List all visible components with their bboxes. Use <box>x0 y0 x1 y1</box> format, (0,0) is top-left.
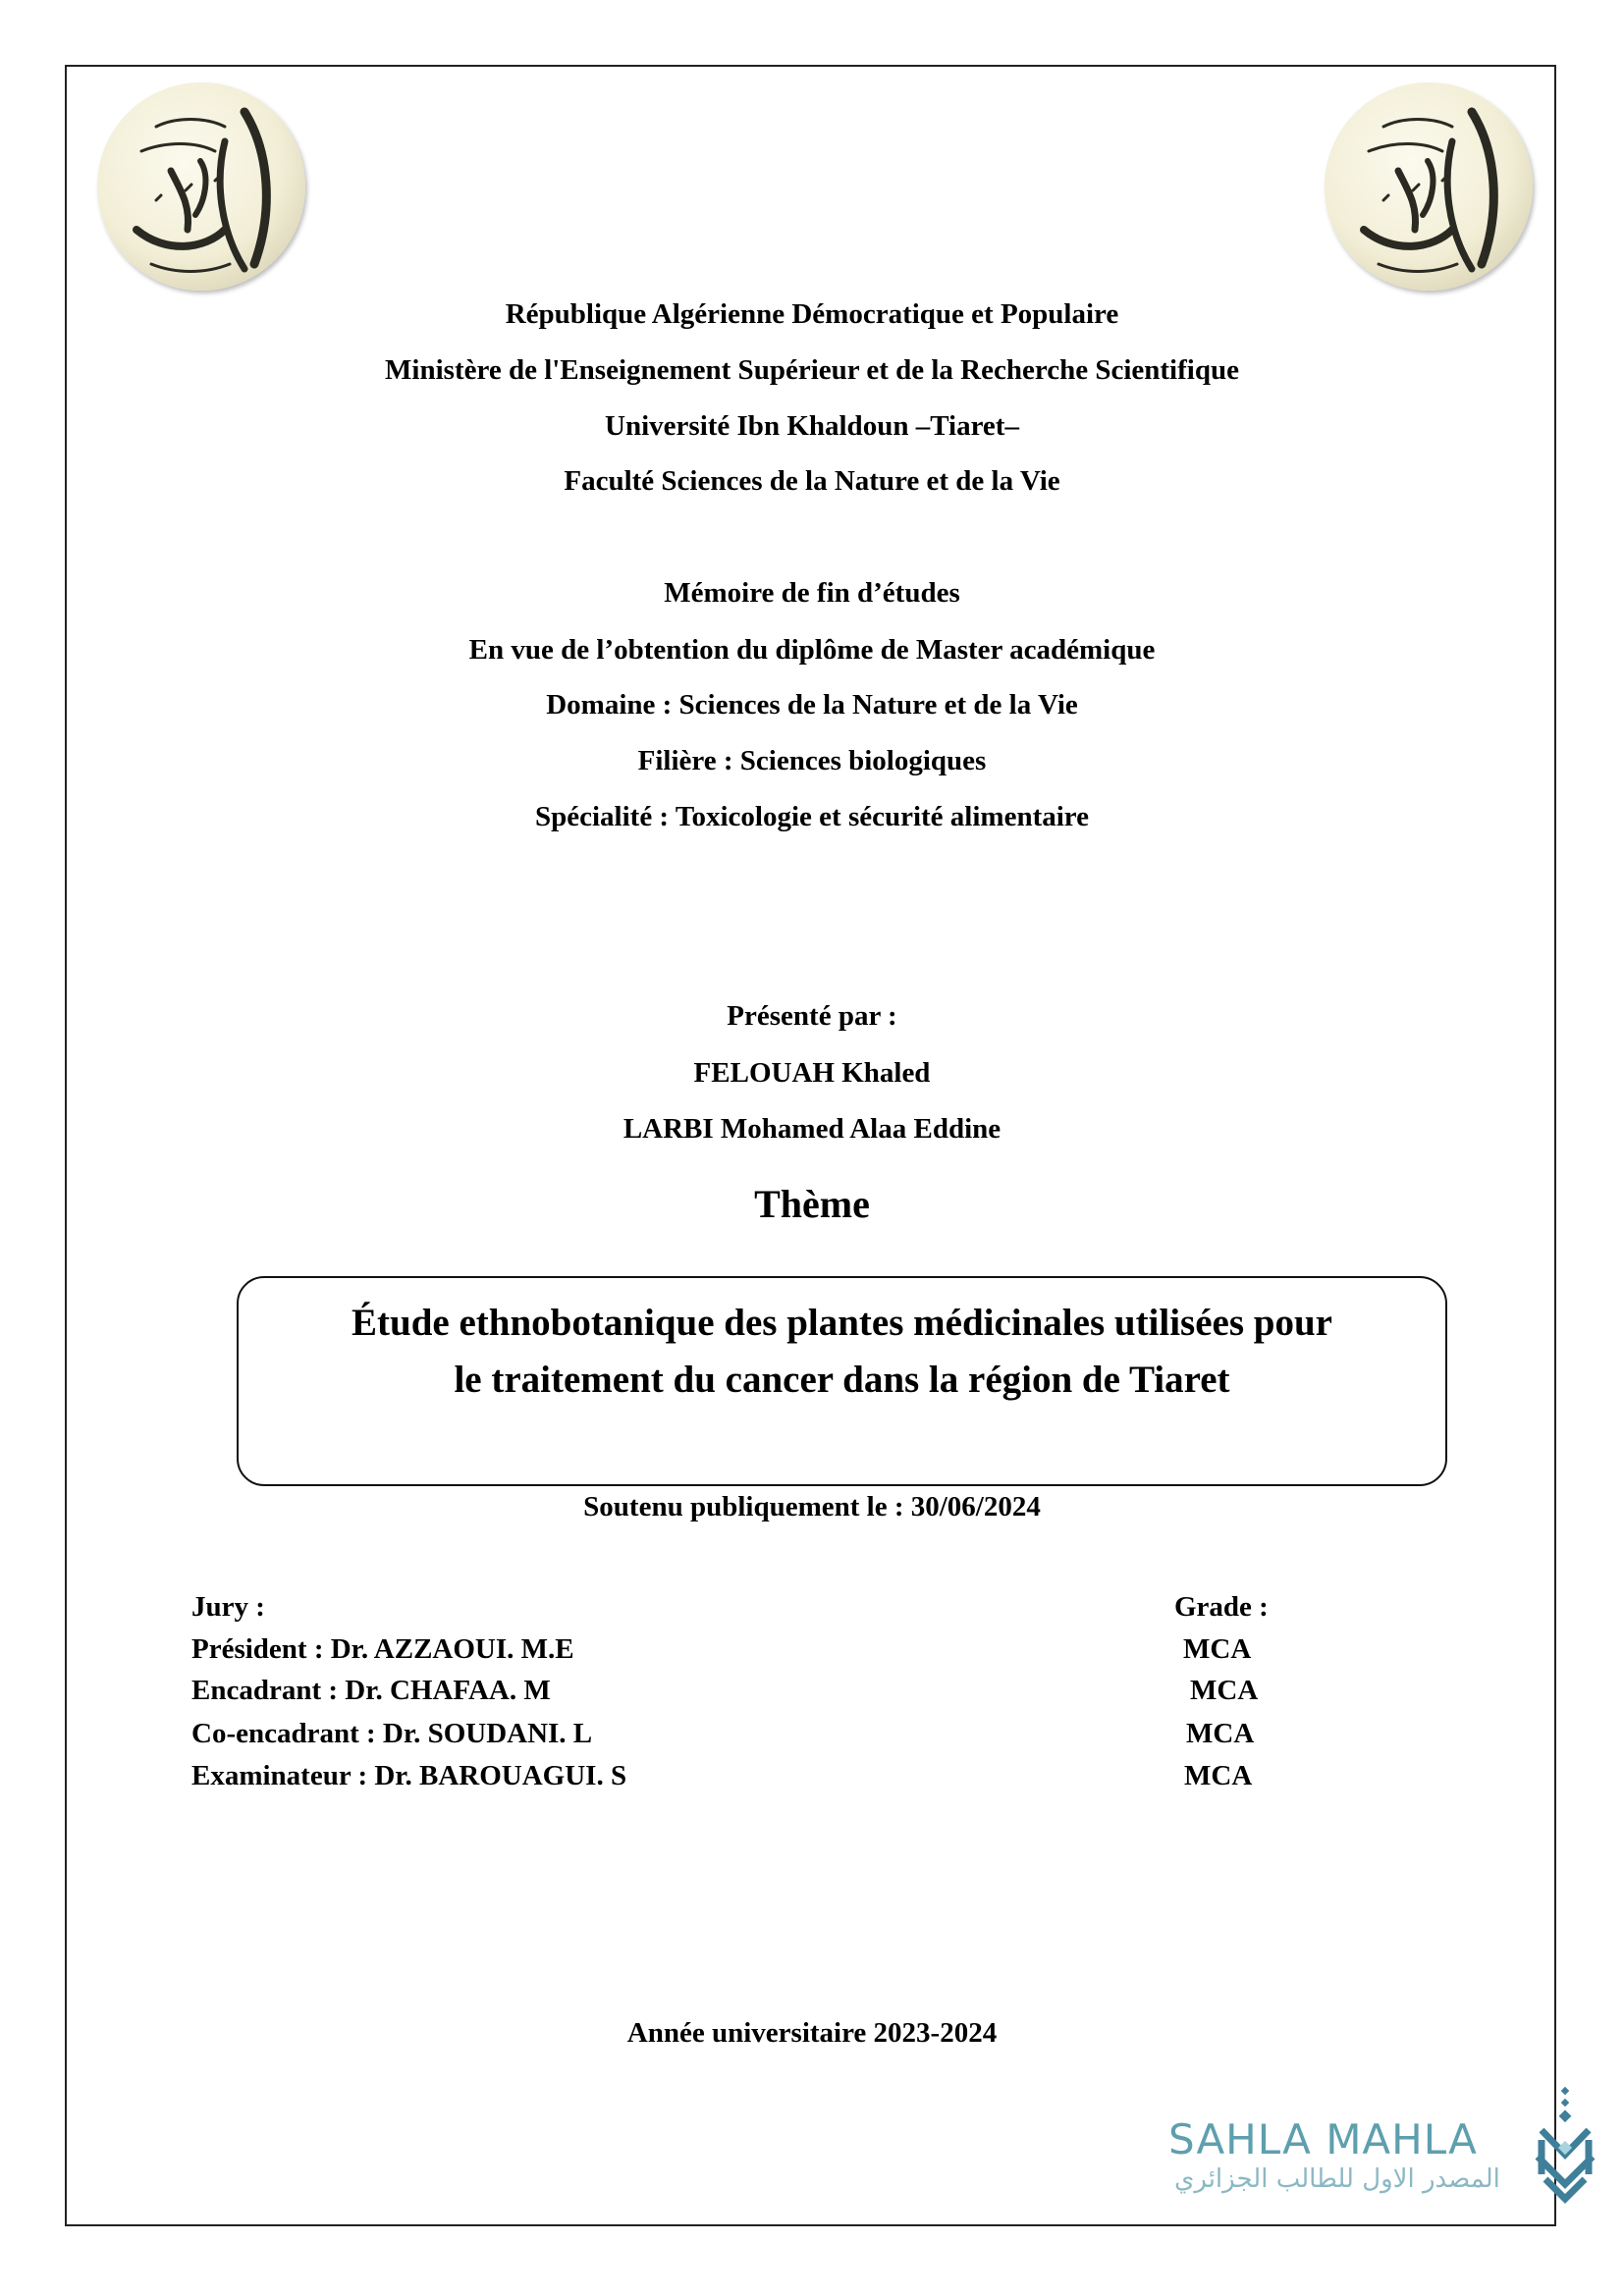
presenter-name: LARBI Mohamed Alaa Eddine <box>623 1113 1001 1145</box>
presenter-name: FELOUAH Khaled <box>693 1057 931 1089</box>
presented-by-label: Présenté par : <box>727 1000 897 1032</box>
thesis-field: Filière : Sciences biologiques <box>637 745 987 776</box>
jury-member-grade: MCA <box>1190 1675 1259 1706</box>
jury-member: Examinateur : Dr. BAROUAGUI. S <box>191 1760 627 1791</box>
watermark-name: SAHLA MAHLA <box>1168 2115 1478 2163</box>
jury-label: Jury : <box>191 1591 265 1623</box>
thesis-purpose: En vue de l’obtention du diplôme de Master académique <box>468 634 1156 666</box>
faculty-heading: Faculté Sciences de la Nature et de la Vie <box>564 465 1060 497</box>
university-heading: Université Ibn Khaldoun –Tiaret– <box>605 410 1019 442</box>
thesis-domain: Domaine : Sciences de la Nature et de la Vie <box>546 689 1078 721</box>
jury-member: Président : Dr. AZZAOUI. M.E <box>191 1633 574 1665</box>
republic-heading: République Algérienne Démocratique et Populaire <box>505 298 1119 330</box>
jury-member: Co-encadrant : Dr. SOUDANI. L <box>191 1718 593 1749</box>
theme-label: Thème <box>754 1182 870 1226</box>
jury-member-grade: MCA <box>1184 1760 1253 1791</box>
ministry-heading: Ministère de l'Enseignement Supérieur et de la Recherche Scientifique <box>385 354 1239 386</box>
academic-year: Année universitaire 2023-2024 <box>626 2017 998 2049</box>
university-seal-icon-right <box>1325 82 1533 291</box>
thesis-title-line: le traitement du cancer dans la région de Tiaret <box>454 1359 1230 1401</box>
sahla-mahla-logo-icon <box>1532 2086 1600 2209</box>
defense-date: Soutenu publiquement le : 30/06/2024 <box>583 1491 1041 1522</box>
jury-member-grade: MCA <box>1186 1718 1255 1749</box>
university-seal-icon-left <box>97 82 305 291</box>
thesis-type: Mémoire de fin d’études <box>664 577 960 609</box>
thesis-title-line: Étude ethnobotanique des plantes médicinales utilisées pour <box>352 1302 1332 1344</box>
grade-label: Grade : <box>1174 1591 1269 1623</box>
watermark-tagline: المصدر الاول للطالب الجزائري <box>1174 2164 1500 2194</box>
jury-member-grade: MCA <box>1183 1633 1252 1665</box>
jury-member: Encadrant : Dr. CHAFAA. M <box>191 1675 551 1706</box>
thesis-specialty: Spécialité : Toxicologie et sécurité alimentaire <box>534 801 1090 832</box>
